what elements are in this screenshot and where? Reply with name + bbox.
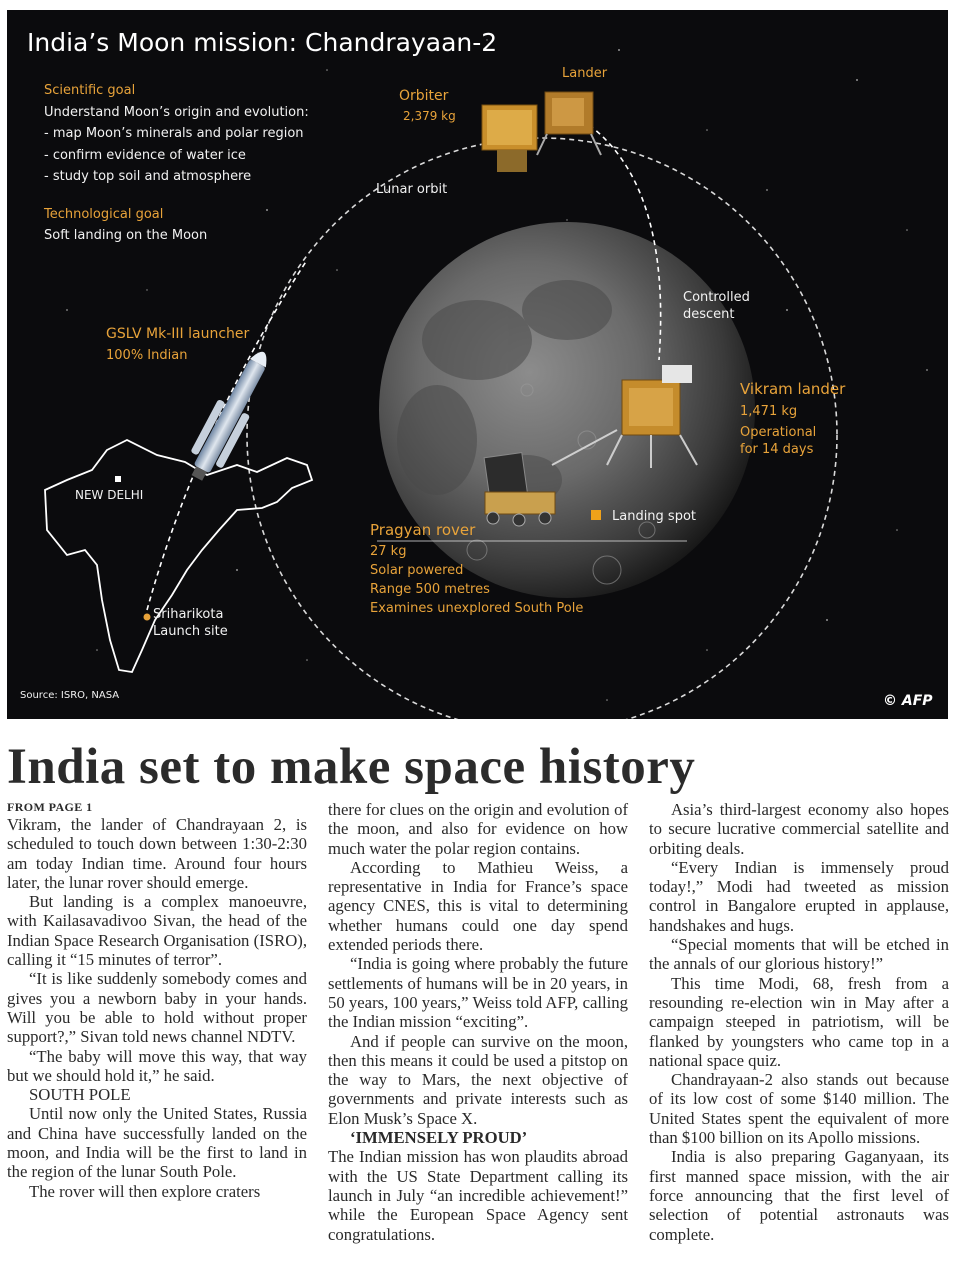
pragyan-detail: 27 kg [370,544,407,559]
subheading: SOUTH POLE [29,1085,131,1105]
orbiter-mass: 2,379 kg [403,109,456,123]
source-note: Source: ISRO, NASA [20,690,120,701]
pragyan-detail: Solar powered [370,563,464,578]
pragyan-detail: Examines unexplored South Pole [370,601,584,616]
vikram-mass: 1,471 kg [740,404,798,419]
controlled-descent-label: Controlled [683,290,750,305]
paragraph: The Indian mission has won plaudits abroad with the US State Department calling its launch in July “an incredible achievement!” while the European Space Agency sent congratulations. [328,1147,628,1244]
subheading: ‘IMMENSELY PROUD’ [350,1128,528,1148]
vikram-operational: Operational [740,425,817,440]
paragraph: “Every Indian is immensely proud today!,” Modi had tweeted as mission control in Bangalore erupted in applause, handshakes and hugs. [649,857,949,935]
technological-goal-text: Soft landing on the Moon [44,228,208,243]
paragraph: The rover will then explore craters [29,1181,261,1201]
lander-label: Lander [562,66,608,81]
technological-goal-heading: Technological goal [44,207,164,222]
controlled-descent-label: descent [683,307,735,322]
paragraph: “It is like suddenly somebody comes and gives you a newborn baby in your hands. Will you be able to hold without proper support?,” Sivan told news channel NDTV. [7,969,307,1047]
vikram-lander-label: Vikram lander [740,380,846,398]
lunar-orbit-label: Lunar orbit [376,182,448,197]
scientific-goal-heading: Scientific goal [44,83,136,98]
scientific-goal-line: - confirm evidence of water ice [44,148,246,163]
afp-credit: © AFP [883,693,933,709]
infographic-title: India’s Moon mission: Chandrayaan-2 [27,28,498,57]
paragraph: there for clues on the origin and evolution of the moon, and also for evidence on how much water the polar region contains. [328,800,628,858]
paragraph: Until now only the United States, Russia and China have successfully landed on the moon, and India will be the first to land in the region of the lunar South Pole. [7,1104,307,1182]
sriharikota-marker [144,614,151,621]
article-column-2 [328,800,628,1244]
paragraph: According to Mathieu Weiss, a representative in India for France’s space agency CNES, this is vital to determining whether humans could one day spend extended periods there. [328,857,628,955]
scientific-goal-line: - study top soil and atmosphere [44,169,252,184]
paragraph: This time Modi, 68, fresh from a resounding re-election win in May after a campaign steeped in patriotism, will be flanked by youngsters who came top in a national space quiz. [649,973,949,1070]
kicker: FROM PAGE 1 [7,800,93,814]
scientific-goal-line: - map Moon’s minerals and polar region [44,126,304,141]
landing-spot-marker [591,510,601,520]
new-delhi-label: NEW DELHI [75,488,144,502]
new-delhi-marker [115,476,121,482]
paragraph: “Special moments that will be etched in the annals of our glorious history!” [649,935,949,974]
orbiter-spacecraft [482,105,537,172]
gslv-rocket [181,344,280,487]
paragraph: India is also preparing Gaganyaan, its first manned space mission, with the air force announcing that the first level of selection of potential astronauts was complete. [649,1147,949,1244]
sriharikota-label: Launch site [153,624,228,639]
article-column-1 [7,800,307,1201]
sriharikota-label: Sriharikota [153,607,224,622]
paragraph: Asia’s third-largest economy also hopes to secure lucrative commercial satellite and orbiting deals. [649,800,949,858]
launcher-note: 100% Indian [106,348,188,363]
paragraph: Vikram, the lander of Chandrayaan 2, is scheduled to touch down between 1:30-2:30 am today Indian time. Around four hours later, the lunar rover should emerge. [7,815,307,892]
infographic-panel [7,10,948,719]
lander-spacecraft [537,92,601,155]
paragraph: “The baby will move this way, that way but we should hold it,” he said. [7,1046,307,1085]
launcher-label: GSLV Mk-III launcher [106,326,250,342]
article-headline: India set to make space history [7,739,696,795]
scientific-goal-line: Understand Moon’s origin and evolution: [44,105,309,120]
paragraph: Chandrayaan-2 also stands out because of its low cost of some $140 million. The United States spent the equivalent of more than $100 billion on its Apollo missions. [649,1070,949,1148]
pragyan-rover-label: Pragyan rover [370,521,476,539]
orbiter-label: Orbiter [399,88,449,104]
paragraph: “India is going where probably the future settlements of humans will be in 20 years, in 50 years, 100 years,” Weiss told AFP, calling the Indian mission “exciting”. [328,954,628,1032]
pragyan-detail: Range 500 metres [370,582,490,597]
vikram-operational: for 14 days [740,442,814,457]
paragraph: And if people can survive on the moon, then this means it could be used a pitstop on the way to Mars, the next objective of governments and private interests such as Elon Musk’s Space X. [328,1031,628,1128]
landing-spot-label: Landing spot [612,509,697,524]
paragraph: But landing is a complex manoeuvre, with Kailasavadivoo Sivan, the head of the Indian Space Research Organisation (ISRO), calling it “15 minutes of terror”. [7,892,307,970]
article-column-3 [649,800,949,1244]
